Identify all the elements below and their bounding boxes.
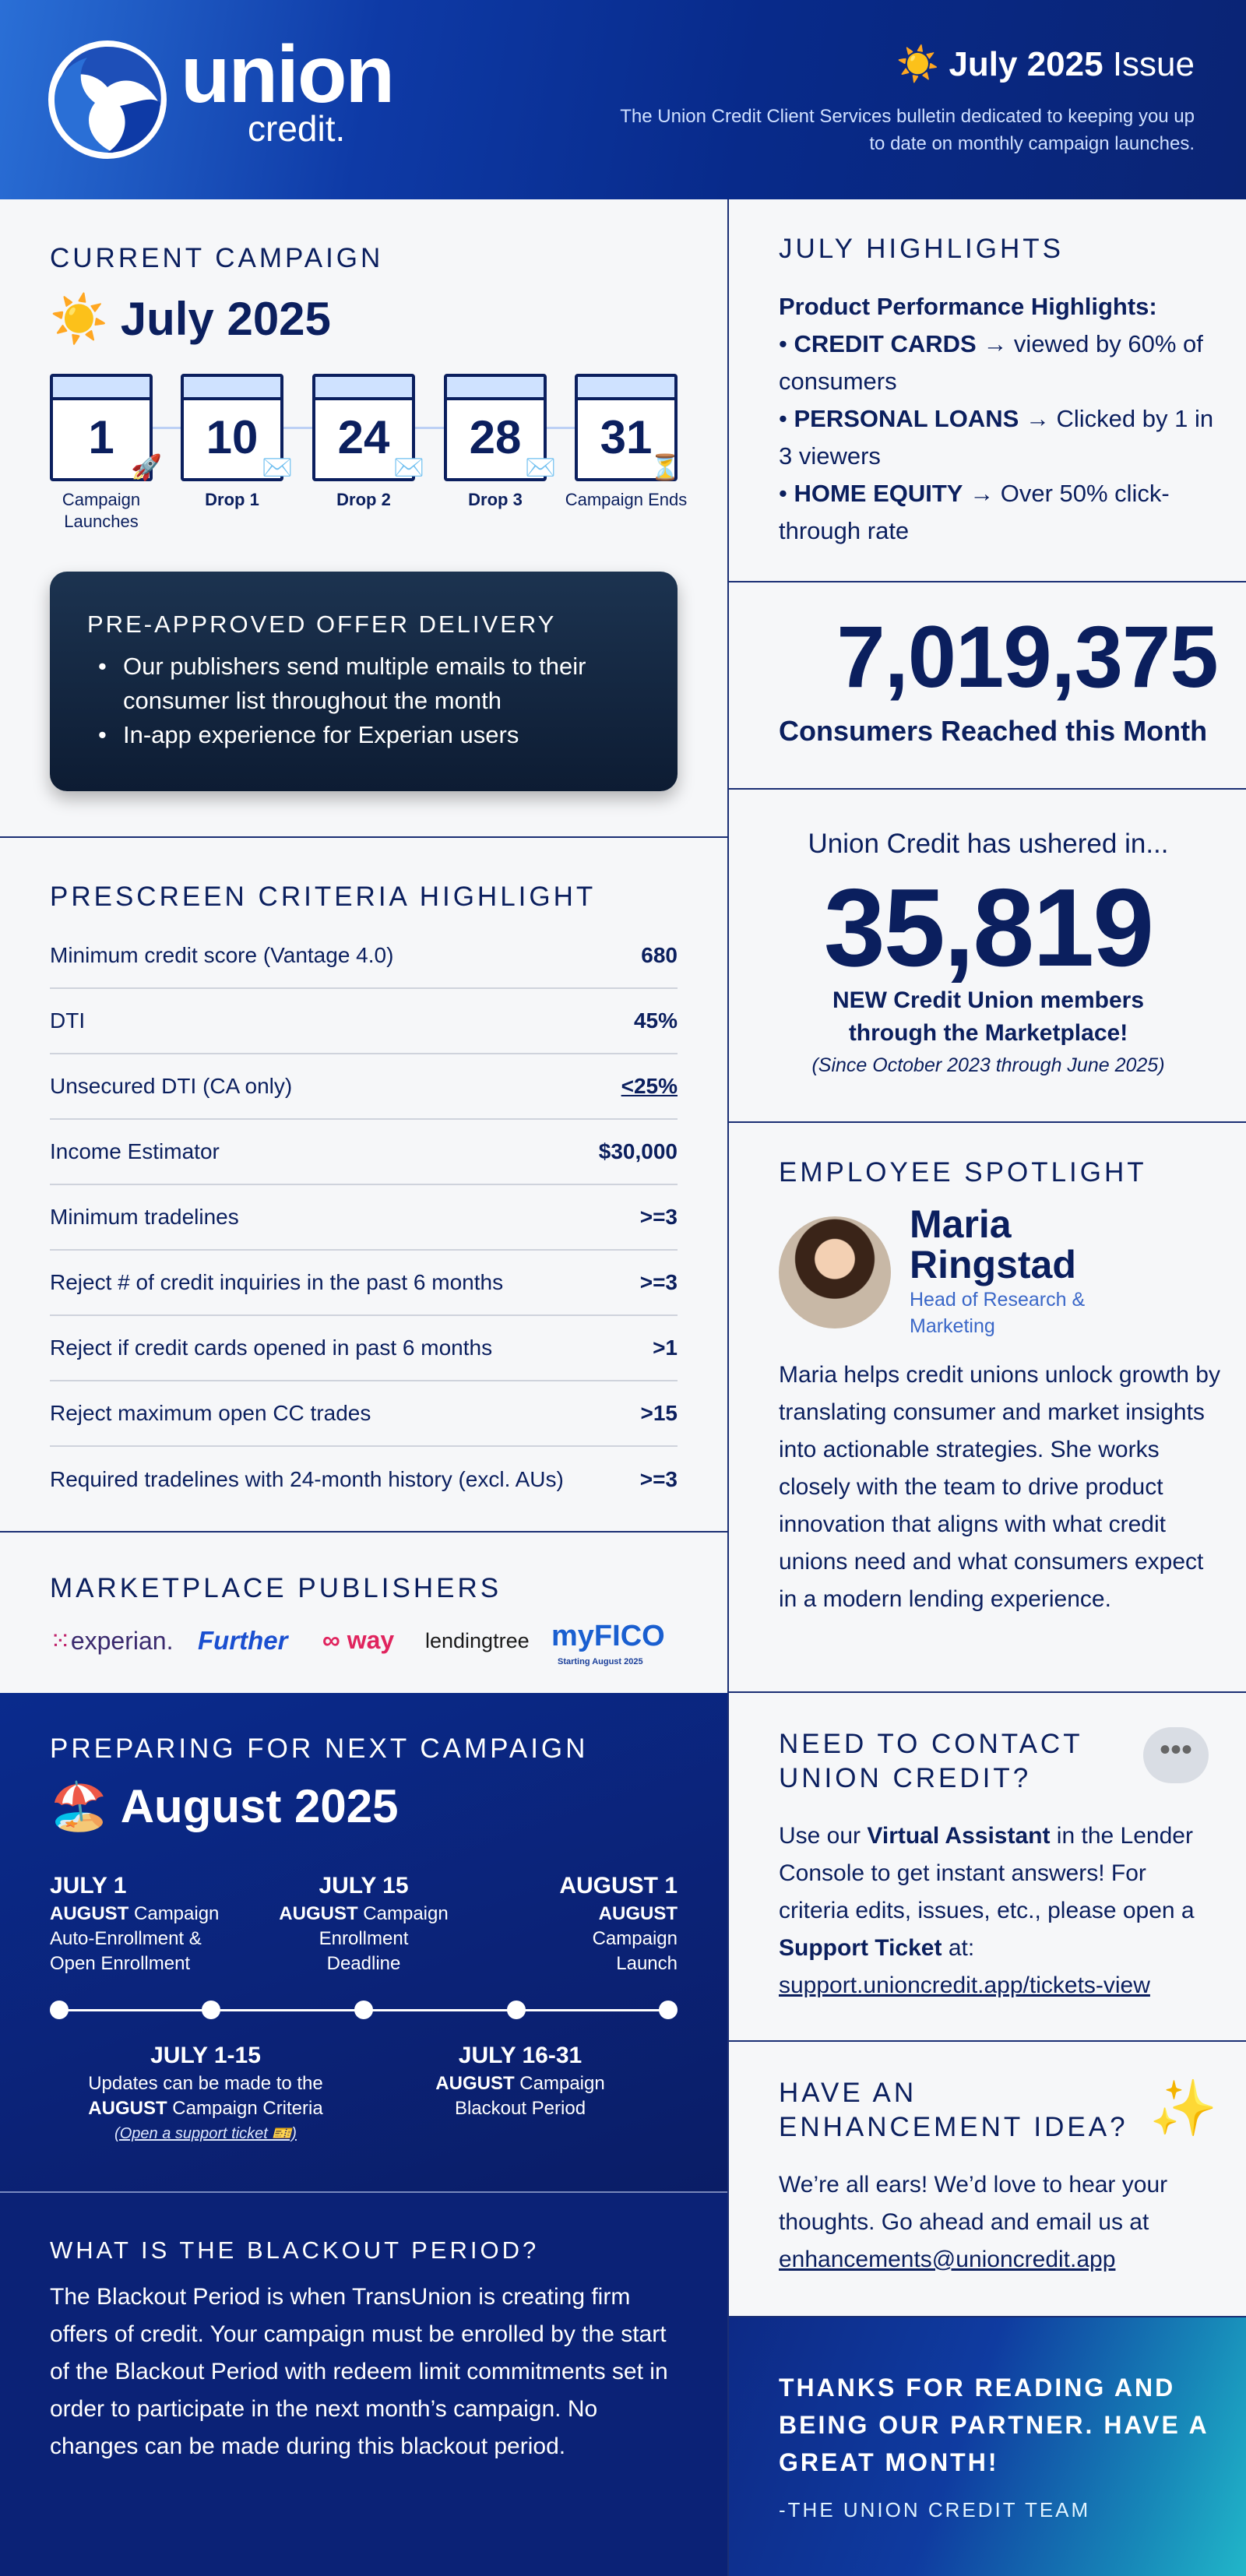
support-ticket-link[interactable]: (Open a support ticket 🎫) [114,2125,297,2142]
issue-date: July 2025 [949,45,1103,83]
members-panel [727,790,1246,1123]
next-campaign-panel [0,1693,727,2193]
offer-list [87,649,648,752]
myfico-logo: myFICO [551,1620,665,1652]
enhancement-email-link[interactable]: enhancements@unioncredit.app [779,2247,1116,2272]
table-row: Reject if credit cards opened in past 6 months >1 [50,1316,678,1381]
timeline-dot [659,2001,678,2019]
list-item: • Our publishers send multiple emails to their consumer list throughout the month [87,649,648,718]
employee-heading: EMPLOYEE SPOTLIGHT [779,1157,1147,1188]
lendingtree-logo: lendingtree [425,1629,530,1652]
employee-panel [727,1123,1246,1693]
reach-label: Consumers Reached this Month [779,715,1208,747]
highlights-text: Product Performance Highlights: • CREDIT CARDS → viewed by 60% of consumers • PERSONAL LOANS → Clicked by 1 in 3 viewers • HOME EQUITY → Over 50% click-through rate [779,288,1223,550]
support-ticket-link[interactable]: support.unioncredit.app/tickets-view [779,1972,1150,1998]
list-item: • PERSONAL LOANS → Clicked by 1 in 3 viewers [779,405,1214,470]
table-row: Income Estimator $30,000 [50,1120,678,1185]
issue-title [896,44,1195,84]
highlights-panel [727,199,1246,582]
current-campaign-panel [0,199,727,838]
contact-panel [727,1693,1246,2042]
milestone: AUGUST 1 AUGUST Campaign Launch [559,1873,678,1974]
calendar-day-28: 28 [444,374,547,481]
calendar-day-31: 31 [575,374,678,481]
offer-delivery-card [50,572,678,791]
avatar [779,1216,891,1328]
thanks-text: THANKS FOR READING AND BEING OUR PARTNER. HAVE A GREAT MONTH! [779,2374,1209,2476]
thanks-panel [727,2317,1246,2576]
prescreen-heading: PRESCREEN CRITERIA HIGHLIGHT [50,882,597,912]
members-label: NEW Credit Union members through the Marketplace! [832,987,1145,1046]
period: JULY 16-31 AUGUST Campaign Blackout Period [435,2043,605,2119]
table-row: DTI 45% [50,989,678,1054]
publishers-heading: MARKETPLACE PUBLISHERS [50,1573,502,1603]
further-logo: Further [198,1626,288,1655]
timeline-dot [202,2001,220,2019]
current-campaign-heading: CURRENT CAMPAIGN [50,243,384,273]
prescreen-panel [0,838,727,1533]
contact-text: Use our Virtual Assistant in the Lender Console to get instant answers! For criteria edits, issues, etc., please open a Support Ticket at: support.unioncredit.app/tickets-view [779,1818,1223,2004]
members-number: 35,819 [823,866,1153,990]
header-description: The Union Credit Client Services bulletin dedicated to keeping you up to date on monthly campaign launches. [620,106,1195,154]
calendar-label: Drop 1 [205,490,259,509]
list-item: • CREDIT CARDS → viewed by 60% of consumers [779,330,1203,395]
idea-heading: HAVE AN ENHANCEMENT IDEA? [779,2078,1128,2142]
sun-icon: ☀️ [896,45,940,83]
list-item: • In-app experience for Experian users [87,718,648,752]
timeline-dot [50,2001,69,2019]
header-banner [0,0,1246,199]
calendar-day-1: 1 [50,374,153,481]
list-item: • HOME EQUITY → Over 50% click-through rate [779,480,1170,544]
calendar-day-24: 24 [312,374,415,481]
milestone: JULY 1 AUGUST Campaign Auto-Enrollment & Open Enrollment [50,1873,220,1974]
timeline-dot [354,2001,373,2019]
logo-subword: credit. [248,108,346,149]
reach-panel [727,582,1246,790]
envelope-icon: ✉️ [525,453,556,481]
idea-text: We’re all ears! We’d love to hear your thoughts. Go ahead and email us at enhancements@unioncredit.app [779,2166,1223,2279]
employee-bio: Maria helps credit unions unlock growth by translating consumer and market insights into actionable strategies. She works closely with the team to drive product innovation that aligns with what credit unions need and what consumers expect in a modern lending experience. [779,1362,1220,1612]
experian-logo: ⁙experian. [50,1627,174,1655]
publishers-panel [0,1533,727,1693]
table-row: Unsecured DTI (CA only) <25% [50,1054,678,1120]
myfico-note: Starting August 2025 [558,1657,643,1666]
sparkles-icon: ✨ [1149,2078,1218,2138]
contact-heading: NEED TO CONTACT UNION CREDIT? [779,1729,1083,1793]
thanks-signature: -THE UNION CREDIT TEAM [779,2498,1091,2521]
sun-icon: ☀️ [50,293,108,345]
current-campaign-month [50,291,331,347]
table-row: Required tradelines with 24-month history (excl. AUs) >=3 [50,1467,678,1491]
table-row: Minimum credit score (Vantage 4.0) 680 [50,924,678,989]
hourglass-icon: ⏳ [649,453,681,481]
rocket-icon: 🚀 [131,453,162,481]
employee-title: Head of Research & Marketing [910,1289,1086,1337]
union-credit-logo-icon [48,40,167,159]
calendar-label: Campaign Ends [565,490,688,509]
beach-umbrella-icon: 🏖️ [50,1780,108,1832]
period: JULY 1-15 Updates can be made to the AUGUST Campaign Criteria (Open a support ticket 🎫) [58,2040,354,2146]
highlights-heading: JULY HIGHLIGHTS [779,234,1064,264]
envelope-icon: ✉️ [393,453,424,481]
calendar-label: Drop 3 [468,490,523,509]
month-label: July 2025 [120,293,331,345]
calendar-label: Drop 2 [336,490,391,509]
blackout-text: The Blackout Period is when TransUnion is creating firm offers of credit. Your campaign must be enrolled by the start of the Blackout Period with redeem limit commitments set in order to participate in the next month’s campaign. No changes can be made during this blackout period. [50,2284,668,2459]
issue-word: Issue [1112,45,1195,83]
idea-panel [727,2042,1246,2317]
offer-title: PRE-APPROVED OFFER DELIVERY [87,611,557,638]
table-row: Reject # of credit inquiries in the past 6 months >=3 [50,1251,678,1316]
chat-bubble-icon: ••• [1143,1727,1209,1783]
calendar-row [50,374,688,531]
next-campaign-month [50,1779,399,1834]
members-note: (Since October 2023 through June 2025) [811,1054,1165,1076]
logo-wordmark: union [181,30,394,120]
next-campaign-heading: PREPARING FOR NEXT CAMPAIGN [50,1733,589,1764]
blackout-heading: WHAT IS THE BLACKOUT PERIOD? [50,2236,540,2264]
table-row: Minimum tradelines >=3 [50,1185,678,1251]
calendar-day-10: 10 [181,374,283,481]
calendar-label: Campaign Launches [62,490,141,531]
blackout-panel [0,2193,727,2576]
table-row: Reject maximum open CC trades >15 [50,1381,678,1447]
envelope-icon: ✉️ [262,453,293,481]
milestone: JULY 15 AUGUST Campaign Enrollment Deadline [279,1873,449,1974]
timeline-dot [507,2001,526,2019]
employee-name: Maria Ringstad [910,1202,1076,1286]
reach-number: 7,019,375 [836,608,1218,706]
month-label: August 2025 [120,1780,399,1832]
way-logo: ∞ way [322,1626,395,1654]
members-intro: Union Credit has ushered in... [808,829,1169,859]
